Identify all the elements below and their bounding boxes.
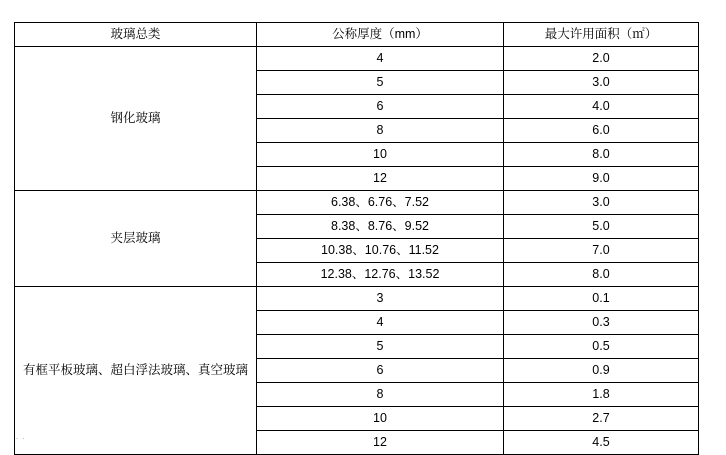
thickness-cell: 12.38、12.76、13.52 bbox=[257, 263, 504, 287]
area-cell: 2.7 bbox=[504, 407, 699, 431]
table-row bbox=[15, 287, 699, 311]
table-body bbox=[15, 47, 699, 455]
thickness-cell: 4 bbox=[257, 311, 504, 335]
thickness-cell: 8.38、8.76、9.52 bbox=[257, 215, 504, 239]
area-cell: 1.8 bbox=[504, 383, 699, 407]
thickness-cell: 8 bbox=[257, 119, 504, 143]
area-cell: 4.5 bbox=[504, 431, 699, 455]
area-cell: 8.0 bbox=[504, 143, 699, 167]
area-cell: 8.0 bbox=[504, 263, 699, 287]
thickness-cell: 5 bbox=[257, 71, 504, 95]
thickness-cell: 6.38、6.76、7.52 bbox=[257, 191, 504, 215]
area-cell: 0.3 bbox=[504, 311, 699, 335]
area-cell: 0.9 bbox=[504, 359, 699, 383]
table-header-row bbox=[15, 23, 699, 47]
thickness-cell: 6 bbox=[257, 359, 504, 383]
area-cell: 4.0 bbox=[504, 95, 699, 119]
thickness-cell: 10 bbox=[257, 143, 504, 167]
column-header-category: 玻璃总类 bbox=[15, 23, 257, 47]
area-cell: 5.0 bbox=[504, 215, 699, 239]
category-cell: 夹层玻璃 bbox=[15, 191, 257, 287]
thickness-cell: 12 bbox=[257, 431, 504, 455]
category-cell: 钢化玻璃 bbox=[15, 47, 257, 191]
column-header-thickness: 公称厚度（mm） bbox=[257, 23, 504, 47]
area-cell: 9.0 bbox=[504, 167, 699, 191]
thickness-cell: 4 bbox=[257, 47, 504, 71]
column-header-area: 最大许用面积（㎡） bbox=[504, 23, 699, 47]
area-cell: 6.0 bbox=[504, 119, 699, 143]
thickness-cell: 6 bbox=[257, 95, 504, 119]
footer-mark: . . bbox=[16, 432, 26, 441]
thickness-cell: 12 bbox=[257, 167, 504, 191]
glass-allowable-area-table bbox=[14, 22, 699, 455]
area-cell: 0.1 bbox=[504, 287, 699, 311]
thickness-cell: 5 bbox=[257, 335, 504, 359]
area-cell: 3.0 bbox=[504, 191, 699, 215]
table-header bbox=[15, 23, 699, 47]
thickness-cell: 10 bbox=[257, 407, 504, 431]
area-cell: 7.0 bbox=[504, 239, 699, 263]
area-cell: 0.5 bbox=[504, 335, 699, 359]
category-cell: 有框平板玻璃、超白浮法玻璃、真空玻璃 bbox=[15, 287, 257, 455]
thickness-cell: 10.38、10.76、11.52 bbox=[257, 239, 504, 263]
thickness-cell: 8 bbox=[257, 383, 504, 407]
thickness-cell: 3 bbox=[257, 287, 504, 311]
area-cell: 3.0 bbox=[504, 71, 699, 95]
table-row bbox=[15, 47, 699, 71]
area-cell: 2.0 bbox=[504, 47, 699, 71]
table-row bbox=[15, 191, 699, 215]
